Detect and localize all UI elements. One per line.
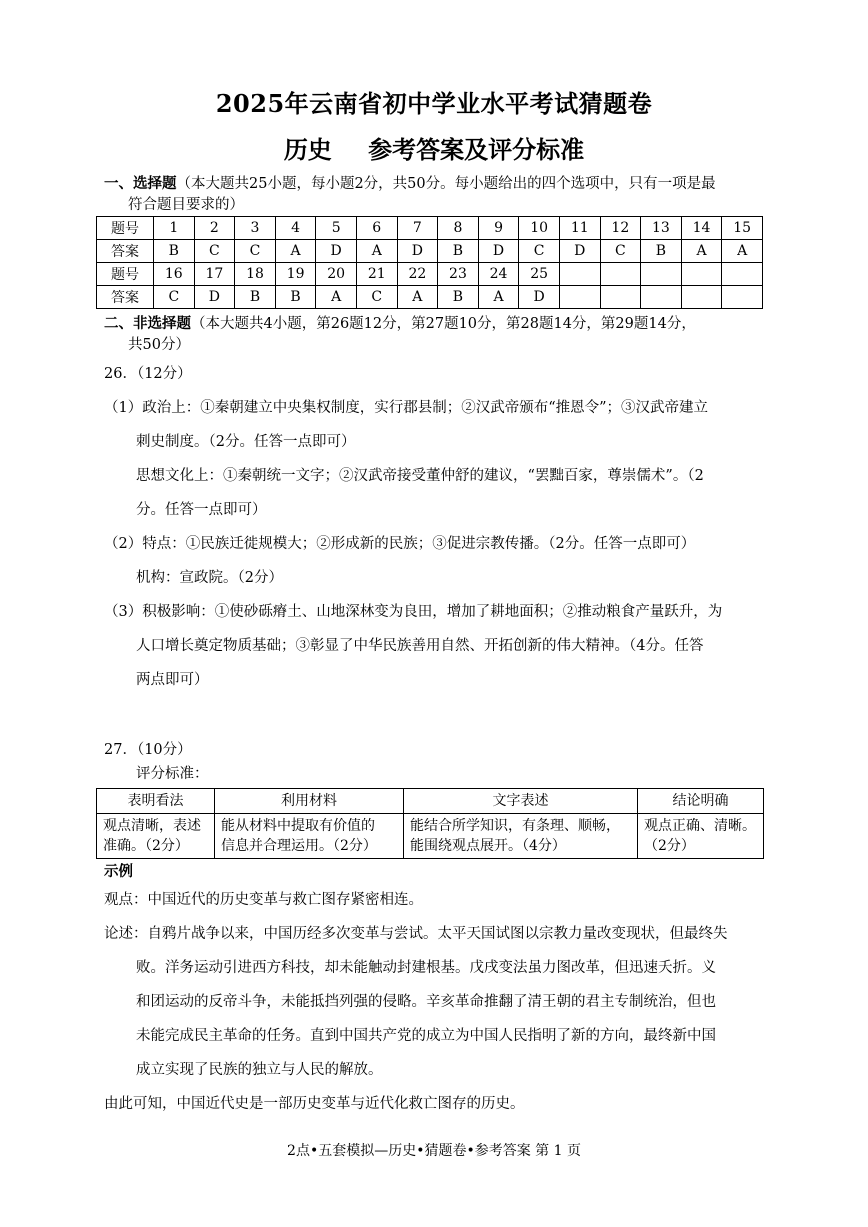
answer-cell: B: [438, 240, 479, 263]
answer-header: 答案: [97, 286, 154, 309]
section1-desc-cont: 符合题目要求的）: [128, 197, 244, 213]
rubric-cell-line: 观点正确、清晰。: [644, 818, 756, 834]
question-number-cell: 14: [681, 217, 722, 240]
section2-label: 二、非选择题: [104, 315, 191, 332]
answer-cell: [681, 286, 722, 309]
question-number-cell: 23: [438, 263, 479, 286]
example-argument: 成立实现了民族的独立与人民的解放。: [136, 1062, 383, 1078]
example-argument: 论述：自鸦片战争以来，中国历经多次变革与尝试。太平天国试图以宗教力量改变现状，但最终失: [104, 926, 728, 942]
document-subtitle: [0, 130, 868, 165]
q26-line: 机构：宣政院。（2分）: [136, 570, 283, 586]
question-number-cell: [681, 263, 722, 286]
rubric-table: [96, 788, 764, 859]
example-argument: 败。洋务运动引进西方科技，却未能触动封建根基。戊戌变法虽力图改革，但迅速夭折。义: [136, 960, 716, 976]
answer-cell: A: [681, 240, 722, 263]
rubric-cell-line: （2分）: [644, 838, 695, 854]
question-number-cell: 22: [397, 263, 438, 286]
answer-cell: A: [478, 286, 519, 309]
rubric-cell-line: 能从材料中提取有价值的: [221, 818, 375, 834]
question-number-cell: 11: [559, 217, 600, 240]
question-number-cell: 17: [194, 263, 235, 286]
example-argument: 未能完成民主革命的任务。直到中国共产党的成立为中国人民指明了新的方向，最终新中国: [136, 1028, 716, 1044]
answer-table-row-a2: [97, 286, 763, 309]
document-title: 2025年云南省初中学业水平考试猜题卷: [215, 89, 653, 118]
rubric-cell: [215, 814, 404, 859]
question-number-cell: 15: [722, 217, 763, 240]
answer-cell: B: [235, 286, 276, 309]
section1-desc: （本大题共25小题，每小题2分，共50分。每小题给出的四个选项中，只有一项是最: [176, 176, 716, 192]
answer-cell: A: [275, 240, 316, 263]
answer-table: [96, 216, 763, 309]
answer-cell: B: [154, 240, 195, 263]
rubric-cell-line: 能围绕观点展开。（4分）: [410, 838, 566, 854]
q26-line: （3）积极影响：①使砂砾瘠土、山地深林变为良田，增加了耕地面积；②推动粮食产量跃升，为: [104, 604, 723, 620]
rubric-cell: [638, 814, 764, 859]
question-number-cell: [641, 263, 682, 286]
question-number-cell: 16: [154, 263, 195, 286]
answer-cell: A: [356, 240, 397, 263]
section2-intro: [104, 313, 764, 356]
answer-cell: D: [478, 240, 519, 263]
answer-cell: C: [235, 240, 276, 263]
question-number-header: 题号: [97, 217, 154, 240]
answer-cell: [722, 286, 763, 309]
question-number-cell: 4: [275, 217, 316, 240]
section1-intro: [104, 173, 764, 216]
question-number-header: 题号: [97, 263, 154, 286]
q26-line: 分。任答一点即可）: [136, 502, 267, 518]
answer-cell: D: [397, 240, 438, 263]
question-number-cell: 1: [154, 217, 195, 240]
rubric-label: 评分标准：: [136, 766, 209, 782]
answer-cell: D: [559, 240, 600, 263]
answer-cell: B: [438, 286, 479, 309]
answer-cell: [641, 286, 682, 309]
q26-line: 两点即可）: [136, 672, 209, 688]
rubric-cell-line: 能结合所学知识，有条理、顺畅，: [410, 818, 620, 834]
rubric-cell: [97, 814, 215, 859]
answer-cell: C: [356, 286, 397, 309]
q27-heading: 27．（10分）: [104, 742, 192, 758]
question-number-cell: [722, 263, 763, 286]
answer-table-row-q1: [97, 217, 763, 240]
example-conclusion: 由此可知，中国近代史是一部历史变革与近代化救亡图存的历史。: [104, 1096, 525, 1112]
rubric-header: 文字表述: [404, 789, 638, 814]
example-viewpoint: 观点：中国近代的历史变革与救亡图存紧密相连。: [104, 892, 423, 908]
question-number-cell: 19: [275, 263, 316, 286]
answer-table-row-a1: [97, 240, 763, 263]
page-footer: 2点•五套模拟—历史•猜题卷•参考答案 第 1 页: [287, 1143, 581, 1159]
answer-cell: A: [397, 286, 438, 309]
rubric-cell-line: 准确。（2分）: [103, 838, 189, 854]
rubric-header: 利用材料: [215, 789, 404, 814]
answer-cell: A: [722, 240, 763, 263]
answer-cell: D: [194, 286, 235, 309]
question-number-cell: 18: [235, 263, 276, 286]
rubric-cell-line: 信息并合理运用。（2分）: [221, 838, 377, 854]
answer-cell: C: [600, 240, 641, 263]
rubric-header: 结论明确: [638, 789, 764, 814]
question-number-cell: 3: [235, 217, 276, 240]
example-body: [104, 883, 764, 1121]
question-number-cell: 20: [316, 263, 357, 286]
answer-header: 答案: [97, 240, 154, 263]
q27-heading-block: [104, 738, 764, 786]
question-number-cell: 6: [356, 217, 397, 240]
q26-line: （2）特点：①民族迁徙规模大；②形成新的民族；③促进宗教传播。（2分。任答一点即可）: [104, 536, 696, 552]
answer-cell: [600, 286, 641, 309]
question-number-cell: 21: [356, 263, 397, 286]
question-number-cell: 24: [478, 263, 519, 286]
q26-heading: 26．（12分）: [104, 366, 192, 382]
question-number-cell: 7: [397, 217, 438, 240]
answer-key-label: 参考答案及评分标准: [368, 135, 585, 164]
question-number-cell: 2: [194, 217, 235, 240]
question-number-cell: 9: [478, 217, 519, 240]
question-number-cell: 25: [519, 263, 560, 286]
answer-cell: C: [194, 240, 235, 263]
answer-cell: [559, 286, 600, 309]
answer-cell: D: [519, 286, 560, 309]
subject-label: 历史: [283, 135, 332, 164]
q26-line: 思想文化上：①秦朝统一文字；②汉武帝接受董仲舒的建议，“罢黜百家，尊崇儒术”。（2: [136, 468, 704, 484]
answer-table-row-q2: [97, 263, 763, 286]
answer-cell: D: [316, 240, 357, 263]
question-number-cell: [559, 263, 600, 286]
rubric-cell-line: 观点清晰，表述: [103, 818, 201, 834]
question-number-cell: 10: [519, 217, 560, 240]
rubric-cell: [404, 814, 638, 859]
q26-line: 人口增长奠定物质基础；③彰显了中华民族善用自然、开拓创新的伟大精神。（4分。任答: [136, 638, 704, 654]
question-number-cell: 5: [316, 217, 357, 240]
q26-line: （1）政治上：①秦朝建立中央集权制度，实行郡县制；②汉武帝颁布“推恩令”；③汉武帝建立: [104, 400, 709, 416]
section2-desc: （本大题共4小题，第26题12分，第27题10分，第28题14分，第29题14分，: [191, 316, 696, 332]
question-26: [104, 357, 764, 697]
answer-cell: B: [641, 240, 682, 263]
q26-line: 刺史制度。（2分。任答一点即可）: [136, 434, 356, 450]
answer-cell: B: [275, 286, 316, 309]
rubric-header: 表明看法: [97, 789, 215, 814]
answer-cell: C: [154, 286, 195, 309]
question-number-cell: 8: [438, 217, 479, 240]
section1-label: 一、选择题: [104, 175, 177, 192]
answer-cell: A: [316, 286, 357, 309]
section2-desc-cont: 共50分）: [128, 337, 190, 353]
question-number-cell: 13: [641, 217, 682, 240]
question-number-cell: 12: [600, 217, 641, 240]
question-number-cell: [600, 263, 641, 286]
answer-cell: C: [519, 240, 560, 263]
example-label: 示例: [104, 863, 133, 880]
example-argument: 和团运动的反帝斗争，未能抵挡列强的侵略。辛亥革命推翻了清王朝的君主专制统治，但也: [136, 994, 716, 1010]
